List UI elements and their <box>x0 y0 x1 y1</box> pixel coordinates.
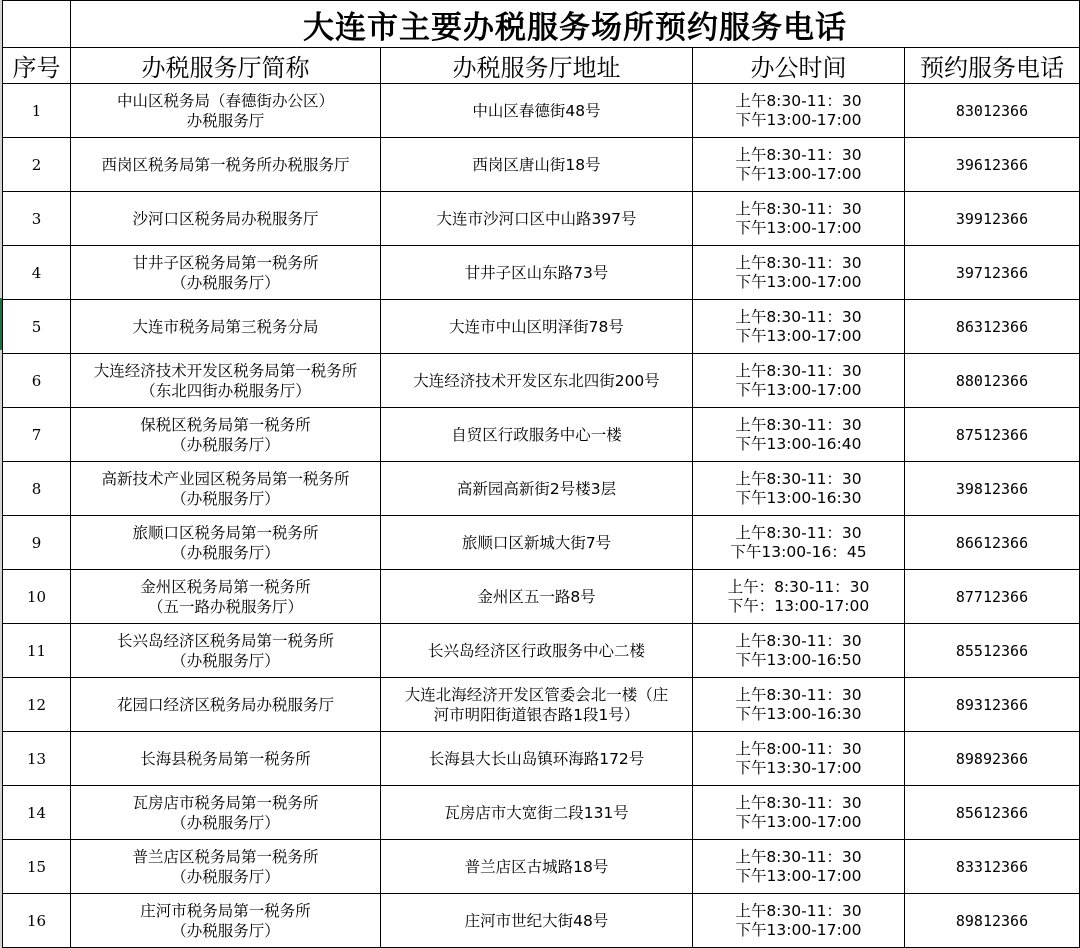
cell-name-line: 西岗区税务局第一税务所办税服务厅 <box>101 155 350 174</box>
cell-name[interactable] <box>71 354 381 408</box>
cell-hours-line: 上午8:30-11：30 <box>735 793 862 812</box>
cell-hours-line: 下午：13:00-17:00 <box>727 596 870 615</box>
header-address[interactable]: 办税服务厅地址 <box>381 48 693 84</box>
cell-hours-line: 下午13:00-16:50 <box>735 650 862 669</box>
cell-phone[interactable]: 39912366 <box>905 192 1080 246</box>
cell-name[interactable] <box>71 138 381 192</box>
cell-hours-line: 下午13:00-17:00 <box>735 920 862 939</box>
cell-address-line: 瓦房店市大宽街二段131号 <box>444 803 629 822</box>
cell-name-line: （办税服务厅） <box>171 813 280 832</box>
cell-hours[interactable] <box>693 462 905 516</box>
cell-address[interactable] <box>381 84 693 138</box>
cell-hours-line: 下午13:00-16:30 <box>735 488 862 507</box>
cell-address[interactable] <box>381 408 693 462</box>
cell-hours[interactable] <box>693 840 905 894</box>
table-row <box>3 138 1080 192</box>
cell-hours-line: 上午8:30-11：30 <box>735 253 862 272</box>
cell-name-line: （办税服务厅） <box>171 273 280 292</box>
cell-phone[interactable]: 89812366 <box>905 894 1080 948</box>
table-row <box>3 732 1080 786</box>
cell-address-line: 大连市沙河口区中山路397号 <box>436 209 637 228</box>
cell-hours-line: 下午13:00-17:00 <box>735 164 862 183</box>
cell-phone[interactable]: 88012366 <box>905 354 1080 408</box>
cell-hours-line: 下午13:00-17:00 <box>735 110 862 129</box>
cell-hours-line: 上午8:30-11：30 <box>735 199 862 218</box>
cell-name[interactable] <box>71 894 381 948</box>
cell-name[interactable] <box>71 732 381 786</box>
cell-address[interactable] <box>381 570 693 624</box>
cell-hours-line: 下午13:00-17:00 <box>735 866 862 885</box>
table-row <box>3 624 1080 678</box>
cell-address-line: 大连经济技术开发区东北四街200号 <box>413 371 660 390</box>
cell-address-line: 普兰店区古城路18号 <box>464 857 609 876</box>
cell-name-line: 高新技术产业园区税务局第一税务所 <box>101 469 350 488</box>
cell-name-line: 大连经济技术开发区税务局第一税务所 <box>93 361 358 380</box>
cell-hours[interactable] <box>693 408 905 462</box>
cell-hours-line: 下午13:30-17:00 <box>735 758 862 777</box>
cell-index[interactable]: 10 <box>3 570 71 624</box>
cell-index[interactable]: 8 <box>3 462 71 516</box>
cell-address-line: 高新园高新街2号楼3层 <box>456 479 617 498</box>
cell-phone[interactable]: 87512366 <box>905 408 1080 462</box>
tax-office-table <box>2 0 1080 948</box>
cell-phone[interactable]: 85612366 <box>905 786 1080 840</box>
cell-address[interactable] <box>381 624 693 678</box>
cell-hours-line: 上午8:30-11：30 <box>735 91 862 110</box>
cell-hours[interactable] <box>693 624 905 678</box>
cell-phone[interactable]: 86612366 <box>905 516 1080 570</box>
cell-hours[interactable] <box>693 516 905 570</box>
cell-hours-line: 下午13:00-16:40 <box>735 434 862 453</box>
table-row <box>3 300 1080 354</box>
page-title[interactable]: 大连市主要办税服务场所预约服务电话 <box>71 1 1080 48</box>
cell-name-line: 沙河口区税务局办税服务厅 <box>132 209 319 228</box>
cell-index[interactable]: 13 <box>3 732 71 786</box>
cell-address-line: 大连市中山区明泽街78号 <box>449 317 624 336</box>
cell-address-line: 庄河市世纪大街48号 <box>464 911 609 930</box>
cell-hours-line: 上午：8:30-11：30 <box>727 577 870 596</box>
cell-hours-line: 上午8:30-11：30 <box>735 847 862 866</box>
table-row <box>3 786 1080 840</box>
cell-address[interactable] <box>381 192 693 246</box>
cell-address[interactable] <box>381 786 693 840</box>
cell-address-line: 金州区五一路8号 <box>477 587 596 606</box>
cell-name-line: 庄河市税务局第一税务所 <box>140 901 311 920</box>
cell-address-line: 自贸区行政服务中心一楼 <box>451 425 622 444</box>
cell-index[interactable]: 6 <box>3 354 71 408</box>
cell-index[interactable]: 14 <box>3 786 71 840</box>
cell-name[interactable] <box>71 678 381 732</box>
cell-address[interactable] <box>381 354 693 408</box>
cell-phone[interactable]: 39812366 <box>905 462 1080 516</box>
cell-hours[interactable] <box>693 84 905 138</box>
table-row <box>3 894 1080 948</box>
cell-hours[interactable] <box>693 732 905 786</box>
cell-index[interactable]: 9 <box>3 516 71 570</box>
cell-hours-line: 上午8:30-11：30 <box>735 631 862 650</box>
cell-index[interactable]: 4 <box>3 246 71 300</box>
cell-hours-line: 上午8:30-11：30 <box>735 145 862 164</box>
cell-index[interactable]: 3 <box>3 192 71 246</box>
cell-address[interactable] <box>381 516 693 570</box>
header-name[interactable]: 办税服务厅简称 <box>71 48 381 84</box>
cell-hours-line: 上午8:30-11：30 <box>735 523 862 542</box>
cell-name-line: 中山区税务局（春德街办公区） <box>116 91 334 110</box>
cell-hours-line: 上午8:00-11：30 <box>735 739 862 758</box>
cell-name[interactable] <box>71 192 381 246</box>
cell-address[interactable] <box>381 462 693 516</box>
cell-name[interactable] <box>71 624 381 678</box>
cell-address[interactable] <box>381 138 693 192</box>
cell-name[interactable] <box>71 300 381 354</box>
cell-phone[interactable]: 85512366 <box>905 624 1080 678</box>
cell-hours[interactable] <box>693 138 905 192</box>
cell-hours-line: 下午13:00-16:30 <box>735 704 862 723</box>
cell-hours-line: 上午8:30-11：30 <box>735 361 862 380</box>
cell-address-line: 大连北海经济开发区管委会北一楼（庄 <box>404 685 669 704</box>
cell-name-line: 大连市税务局第三税务分局 <box>132 317 319 336</box>
cell-name-line: 甘井子区税务局第一税务所 <box>132 253 319 272</box>
table-row <box>3 570 1080 624</box>
cell-hours-line: 上午8:30-11：30 <box>735 469 862 488</box>
cell-hours-line: 下午13:00-17:00 <box>735 380 862 399</box>
cell-address[interactable] <box>381 732 693 786</box>
cell-hours-line: 上午8:30-11：30 <box>735 685 862 704</box>
cell-address[interactable] <box>381 678 693 732</box>
cell-phone[interactable]: 89312366 <box>905 678 1080 732</box>
cell-address-line: 中山区春德街48号 <box>472 101 601 120</box>
cell-name[interactable] <box>71 516 381 570</box>
cell-hours-line: 下午13:00-17:00 <box>735 272 862 291</box>
cell-hours-line: 下午13:00-16：45 <box>730 542 867 561</box>
table-row <box>3 462 1080 516</box>
cell-index[interactable]: 12 <box>3 678 71 732</box>
cell-hours[interactable] <box>693 192 905 246</box>
cell-phone[interactable]: 86312366 <box>905 300 1080 354</box>
cell-name-line: （办税服务厅） <box>171 435 280 454</box>
cell-hours-line: 上午8:30-11：30 <box>735 307 862 326</box>
table-row <box>3 840 1080 894</box>
cell-name-line: （办税服务厅） <box>171 867 280 886</box>
cell-name[interactable] <box>71 246 381 300</box>
cell-name[interactable] <box>71 462 381 516</box>
cell-hours[interactable] <box>693 570 905 624</box>
table-row <box>3 192 1080 246</box>
cell-phone[interactable]: 39712366 <box>905 246 1080 300</box>
table-row <box>3 354 1080 408</box>
cell-index[interactable]: 11 <box>3 624 71 678</box>
header-row <box>3 48 1080 84</box>
cell-name-line: （办税服务厅） <box>171 489 280 508</box>
cell-address[interactable] <box>381 894 693 948</box>
cell-phone[interactable]: 83012366 <box>905 84 1080 138</box>
cell-phone[interactable]: 83312366 <box>905 840 1080 894</box>
header-hours[interactable]: 办公时间 <box>693 48 905 84</box>
cell-name[interactable] <box>71 840 381 894</box>
cell-address-line: 长兴岛经济区行政服务中心二楼 <box>427 641 645 660</box>
table-row <box>3 408 1080 462</box>
cell-index[interactable]: 5 <box>3 300 71 354</box>
cell-phone[interactable]: 39612366 <box>905 138 1080 192</box>
cell-address-line: 西岗区唐山街18号 <box>472 155 601 174</box>
cell-name[interactable] <box>71 84 381 138</box>
cell-index[interactable]: 1 <box>3 84 71 138</box>
cell-name-line: 旅顺口区税务局第一税务所 <box>132 523 319 542</box>
cell-name-line: 花园口经济区税务局办税服务厅 <box>116 695 334 714</box>
cell-name-line: （办税服务厅） <box>171 921 280 940</box>
cell-hours[interactable] <box>693 786 905 840</box>
cell-address[interactable] <box>381 300 693 354</box>
cell-hours-line: 上午8:30-11：30 <box>735 901 862 920</box>
title-corner-cell[interactable] <box>3 1 71 48</box>
cell-index[interactable]: 15 <box>3 840 71 894</box>
header-phone[interactable]: 预约服务电话 <box>905 48 1080 84</box>
cell-name-line: （办税服务厅） <box>171 651 280 670</box>
table-row <box>3 678 1080 732</box>
table-row <box>3 84 1080 138</box>
cell-hours[interactable] <box>693 300 905 354</box>
cell-hours[interactable] <box>693 354 905 408</box>
cell-name-line: （办税服务厅） <box>171 543 280 562</box>
cell-index[interactable]: 7 <box>3 408 71 462</box>
cell-name-line: （五一路办税服务厅） <box>147 597 303 616</box>
cell-name-line: 长海县税务局第一税务所 <box>140 749 311 768</box>
cell-hours[interactable] <box>693 678 905 732</box>
cell-address-line: 甘井子区山东路73号 <box>464 263 609 282</box>
cell-name-line: （东北四街办税服务厅） <box>140 381 311 400</box>
table-row <box>3 516 1080 570</box>
cell-index[interactable]: 16 <box>3 894 71 948</box>
cell-name[interactable] <box>71 570 381 624</box>
cell-hours[interactable] <box>693 246 905 300</box>
cell-name[interactable] <box>71 408 381 462</box>
cell-hours-line: 上午8:30-11：30 <box>735 415 862 434</box>
cell-phone[interactable]: 87712366 <box>905 570 1080 624</box>
cell-address-line: 旅顺口区新城大街7号 <box>461 533 612 552</box>
cell-name-line: 金州区税务局第一税务所 <box>140 577 311 596</box>
cell-phone[interactable]: 89892366 <box>905 732 1080 786</box>
table-row <box>3 246 1080 300</box>
cell-index[interactable]: 2 <box>3 138 71 192</box>
cell-name-line: 保税区税务局第一税务所 <box>140 415 311 434</box>
cell-name-line: 办税服务厅 <box>186 111 265 130</box>
cell-hours-line: 下午13:00-17:00 <box>735 326 862 345</box>
cell-name-line: 长兴岛经济区税务局第一税务所 <box>116 631 334 650</box>
cell-address-line: 河市明阳街道银杏路1段1号） <box>433 705 640 724</box>
cell-hours[interactable] <box>693 894 905 948</box>
cell-name-line: 瓦房店市税务局第一税务所 <box>132 793 319 812</box>
title-row <box>3 1 1080 48</box>
header-index[interactable]: 序号 <box>3 48 71 84</box>
cell-hours-line: 下午13:00-17:00 <box>735 218 862 237</box>
cell-address[interactable] <box>381 840 693 894</box>
cell-address[interactable] <box>381 246 693 300</box>
cell-name-line: 普兰店区税务局第一税务所 <box>132 847 319 866</box>
cell-hours-line: 下午13:00-17:00 <box>735 812 862 831</box>
cell-address-line: 长海县大长山岛镇环海路172号 <box>428 749 645 768</box>
cell-name[interactable] <box>71 786 381 840</box>
